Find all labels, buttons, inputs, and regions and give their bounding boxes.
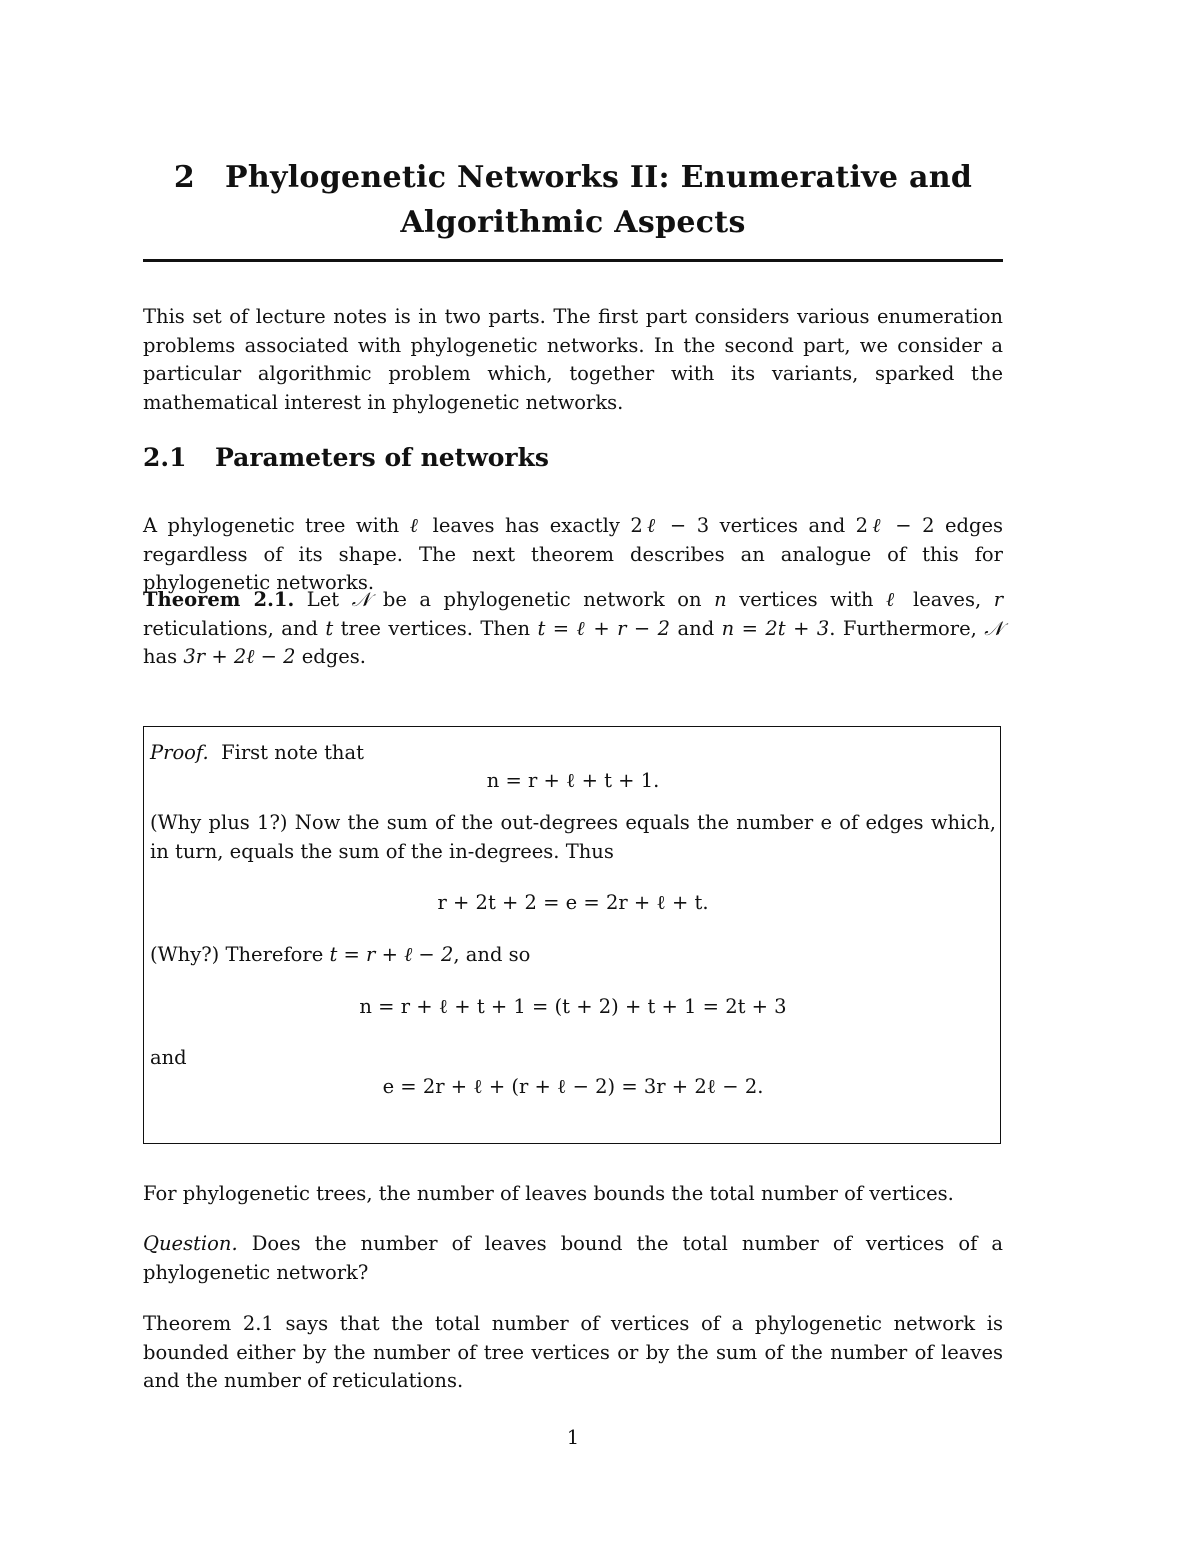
equation-n-derivation: n = r + ℓ + t + 1 = (t + 2) + t + 1 = 2t + 3 (359, 995, 787, 1018)
intro-paragraph: This set of lecture notes is in two parts. The first part considers various enumeration problems associated with phylogenetic networks. In the second part, we consider a particular algorithmic problem which, together with its variants, sparked the mathematical interest in phylogenetic networks. (143, 305, 1003, 415)
section-number: 2 (173, 160, 196, 195)
section-title-line1: Phylogenetic Networks II: Enumerative and (225, 160, 973, 195)
equation-edge-count: r + 2t + 2 = e = 2r + ℓ + t. (437, 891, 709, 914)
title-rule (143, 259, 1003, 262)
equation-e-derivation: e = 2r + ℓ + (r + ℓ − 2) = 3r + 2ℓ − 2. (382, 1075, 764, 1098)
proof-label: Proof. (150, 741, 209, 764)
bound-paragraph: Theorem 2.1 says that the total number of vertices of a phylogenetic network is bounded either by the number of tree vertices or by the sum of the number of leaves and the number of reticulations. (143, 1312, 1003, 1393)
section-title (143, 155, 1003, 245)
proof-first-line: Proof. First note that (150, 741, 364, 764)
equation-vertex-count: n = r + ℓ + t + 1. (486, 769, 660, 792)
subsection-title: Parameters of networks (215, 443, 549, 472)
question-paragraph: Question. Does the number of leaves bound the total number of vertices of a phylogenetic network? (143, 1232, 1003, 1284)
theorem-label: Theorem 2.1. (143, 588, 295, 611)
tree-count-paragraph: A phylogenetic tree with ℓ leaves has exactly 2ℓ − 3 vertices and 2ℓ − 2 edges regardless of its shape. The next theorem describes an analogue of this for phylogenetic networks. (143, 514, 1004, 595)
proof-therefore-line: (Why?) Therefore t = r + ℓ − 2, and so (150, 943, 531, 966)
page-number: 1 (566, 1426, 580, 1449)
subsection-heading (143, 440, 549, 476)
trees-bound-paragraph: For phylogenetic trees, the number of leaves bounds the total number of vertices. (143, 1182, 954, 1205)
question-label: Question. (143, 1232, 238, 1255)
proof-and: and (150, 1046, 187, 1069)
proof-box (143, 726, 1001, 1144)
proof-degree-text: (Why plus 1?) Now the sum of the out-degrees equals the number e of edges which, in turn, equals the sum of the in-degrees. Thus (150, 811, 996, 863)
subsection-number: 2.1 (143, 443, 187, 472)
theorem-2-1: Theorem 2.1. Let 𝒩 be a phylogenetic network on n vertices with ℓ leaves, r reticulations, and t tree vertices. Then t = ℓ + r − 2 and n = 2t + 3. Furthermore, 𝒩 has 3r + 2ℓ − 2 edges. (143, 588, 1004, 669)
section-title-line2: Algorithmic Aspects (400, 205, 746, 240)
